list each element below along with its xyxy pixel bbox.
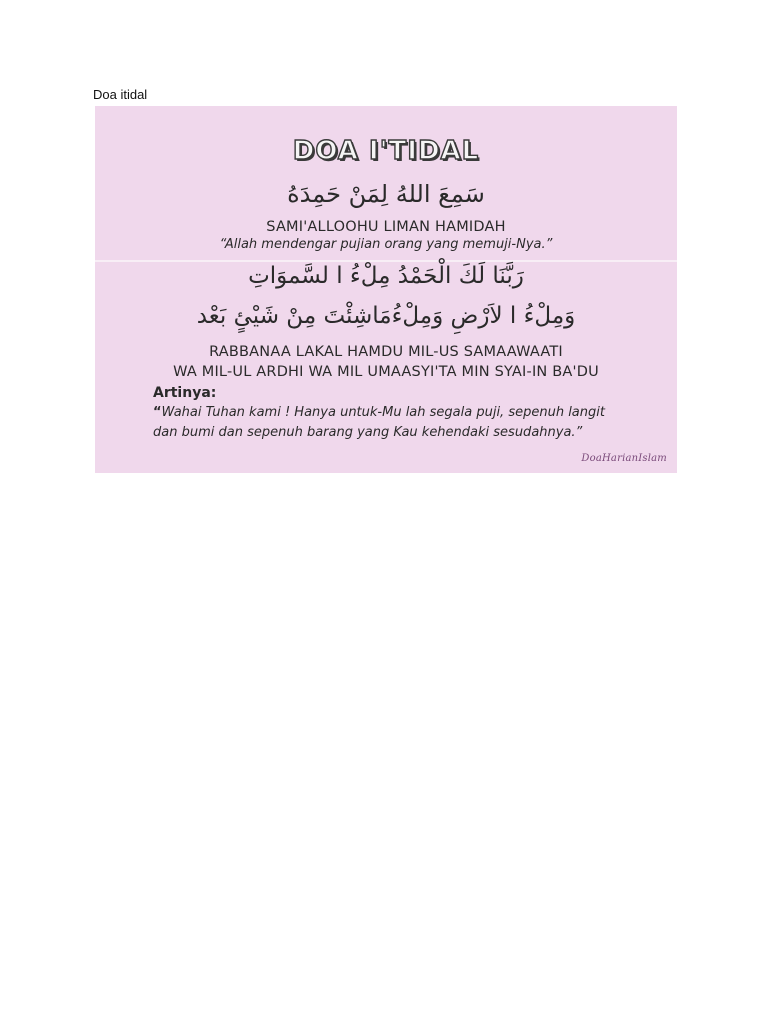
meaning-label: Artinya: — [153, 385, 217, 401]
meaning-rabbana-line1 — [153, 403, 633, 423]
meaning-rabbana-line2: dan bumi dan sepenuh barang yang Kau kehendaki sesudahnya.” — [153, 425, 583, 440]
document-caption: Doa itidal — [93, 87, 148, 102]
card-title: DOA I'TIDAL — [292, 136, 480, 166]
watermark: DoaHarianIslam — [581, 453, 667, 464]
meaning-sami-allah: “Allah mendengar pujian orang yang memuji-Nya.” — [219, 237, 553, 252]
arabic-text-rabbana-line2: وَمِلْءُ ا لاَرْضِ وَمِلْءُمَاشِئْتَ مِنْ شَيْئٍ بَعْد — [196, 303, 576, 329]
transliteration-sami-allah: SAMI'ALLOOHU LIMAN HAMIDAH — [266, 219, 506, 235]
transliteration-rabbana-line2: WA MIL-UL ARDHI WA MIL UMAASYI'TA MIN SYAI-IN BA'DU — [173, 364, 599, 380]
meaning-rabbana-line1-text: Wahai Tuhan kami ! Hanya untuk-Mu lah segala puji, sepenuh langit — [161, 405, 605, 420]
opening-quote: “ — [153, 405, 162, 420]
prayer-card — [95, 106, 677, 473]
transliteration-rabbana-line1: RABBANAA LAKAL HAMDU MIL-US SAMAAWAATI — [209, 344, 563, 360]
arabic-text-rabbana-line1: رَبَّنَا لَكَ الْحَمْدُ مِلْءُ ا لسَّموَاتِ — [248, 263, 524, 289]
arabic-text-sami-allah: سَمِعَ اللهُ لِمَنْ حَمِدَهُ — [287, 180, 485, 208]
section-divider — [95, 260, 677, 262]
meaning-rabbana — [153, 403, 633, 443]
